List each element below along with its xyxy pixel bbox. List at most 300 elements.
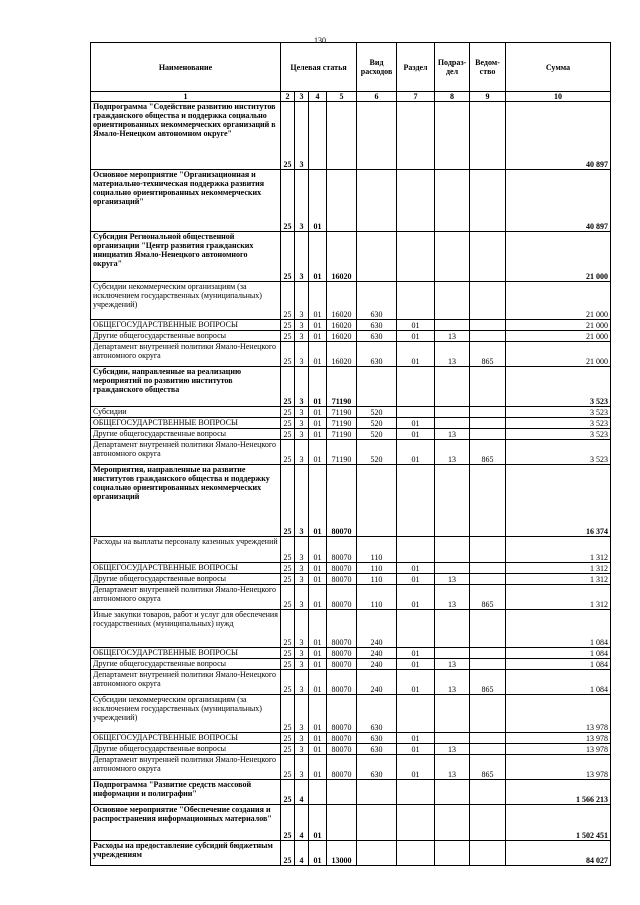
code-program: 25 xyxy=(281,320,295,331)
expense-type: 630 xyxy=(357,755,397,780)
department-code xyxy=(470,465,506,537)
subsection xyxy=(435,733,470,744)
row-name: Департамент внутренней политики Ямало-Ненецкого автономного округа xyxy=(91,440,281,465)
code-event: 01 xyxy=(309,367,327,407)
subsection xyxy=(435,407,470,418)
expense-type: 110 xyxy=(357,537,397,563)
code-direction: 80070 xyxy=(327,744,357,755)
section: 01 xyxy=(397,574,435,585)
expense-type: 240 xyxy=(357,610,397,648)
row-name: Другие общегосударственные вопросы xyxy=(91,659,281,670)
amount: 3 523 xyxy=(506,418,611,429)
table-row xyxy=(91,648,611,659)
code-direction: 80070 xyxy=(327,648,357,659)
code-event: 01 xyxy=(309,841,327,866)
row-name: Другие общегосударственные вопросы xyxy=(91,744,281,755)
section: 01 xyxy=(397,320,435,331)
section: 01 xyxy=(397,648,435,659)
department-code xyxy=(470,563,506,574)
code-direction xyxy=(327,805,357,841)
amount: 1 084 xyxy=(506,659,611,670)
department-code: 865 xyxy=(470,585,506,610)
code-program: 25 xyxy=(281,744,295,755)
section: 01 xyxy=(397,331,435,342)
expense-type xyxy=(357,805,397,841)
row-name: Департамент внутренней политики Ямало-Ненецкого автономного округа xyxy=(91,670,281,695)
amount: 1 566 213 xyxy=(506,780,611,805)
amount: 21 000 xyxy=(506,232,611,282)
expense-type: 110 xyxy=(357,574,397,585)
section xyxy=(397,465,435,537)
amount: 13 978 xyxy=(506,744,611,755)
code-program: 25 xyxy=(281,331,295,342)
subsection xyxy=(435,610,470,648)
header-podrazdel: Подраз-дел xyxy=(435,43,470,92)
amount: 1 084 xyxy=(506,670,611,695)
subsection: 13 xyxy=(435,585,470,610)
code-program: 25 xyxy=(281,232,295,282)
code-event: 01 xyxy=(309,232,327,282)
code-program: 25 xyxy=(281,367,295,407)
section: 01 xyxy=(397,429,435,440)
department-code: 865 xyxy=(470,670,506,695)
department-code xyxy=(470,429,506,440)
code-direction: 80070 xyxy=(327,563,357,574)
code-subprogram: 3 xyxy=(295,648,309,659)
table-row xyxy=(91,465,611,537)
code-direction: 16020 xyxy=(327,232,357,282)
amount: 1 312 xyxy=(506,585,611,610)
header-vedomstvo: Ведом-ство xyxy=(470,43,506,92)
code-direction: 80070 xyxy=(327,465,357,537)
expense-type xyxy=(357,102,397,170)
expense-type: 110 xyxy=(357,563,397,574)
code-subprogram: 3 xyxy=(295,440,309,465)
code-direction: 80070 xyxy=(327,610,357,648)
code-program: 25 xyxy=(281,659,295,670)
department-code xyxy=(470,648,506,659)
header-row xyxy=(91,43,611,92)
code-event xyxy=(309,102,327,170)
amount: 13 978 xyxy=(506,733,611,744)
section: 01 xyxy=(397,744,435,755)
code-event: 01 xyxy=(309,755,327,780)
subsection xyxy=(435,695,470,733)
row-name: Подпрограмма "Развитие средств массовой информации и полиграфии" xyxy=(91,780,281,805)
table-body xyxy=(91,102,611,866)
table-row xyxy=(91,282,611,320)
row-name: Другие общегосударственные вопросы xyxy=(91,429,281,440)
table-row xyxy=(91,342,611,367)
code-direction: 16020 xyxy=(327,331,357,342)
department-code xyxy=(470,805,506,841)
code-direction: 16020 xyxy=(327,342,357,367)
code-event: 01 xyxy=(309,733,327,744)
table-row xyxy=(91,841,611,866)
code-subprogram: 3 xyxy=(295,670,309,695)
section xyxy=(397,841,435,866)
amount: 13 978 xyxy=(506,695,611,733)
row-name: Расходы на выплаты персоналу казенных учреждений xyxy=(91,537,281,563)
row-name: Другие общегосударственные вопросы xyxy=(91,331,281,342)
row-name: ОБЩЕГОСУДАРСТВЕННЫЕ ВОПРОСЫ xyxy=(91,320,281,331)
code-subprogram: 3 xyxy=(295,418,309,429)
index-cell: 3 xyxy=(295,92,309,102)
expense-type: 240 xyxy=(357,659,397,670)
code-event: 01 xyxy=(309,648,327,659)
subsection xyxy=(435,648,470,659)
amount: 13 978 xyxy=(506,755,611,780)
table-row xyxy=(91,670,611,695)
row-name: ОБЩЕГОСУДАРСТВЕННЫЕ ВОПРОСЫ xyxy=(91,563,281,574)
code-subprogram: 3 xyxy=(295,232,309,282)
subsection: 13 xyxy=(435,659,470,670)
expense-type: 240 xyxy=(357,648,397,659)
code-event: 01 xyxy=(309,440,327,465)
header-target: Целевая статья xyxy=(281,43,357,92)
code-program: 25 xyxy=(281,574,295,585)
department-code xyxy=(470,744,506,755)
code-event: 01 xyxy=(309,418,327,429)
department-code: 865 xyxy=(470,755,506,780)
code-direction: 80070 xyxy=(327,659,357,670)
row-name: Субсидии некоммерческим организациям (за исключением государственных (муниципальных) учреждений) xyxy=(91,695,281,733)
amount: 21 000 xyxy=(506,282,611,320)
row-name: Департамент внутренней политики Ямало-Ненецкого автономного округа xyxy=(91,342,281,367)
department-code xyxy=(470,733,506,744)
row-name: Другие общегосударственные вопросы xyxy=(91,574,281,585)
section: 01 xyxy=(397,342,435,367)
code-subprogram: 4 xyxy=(295,841,309,866)
code-subprogram: 3 xyxy=(295,331,309,342)
header-summa: Сумма xyxy=(506,43,611,92)
code-direction xyxy=(327,170,357,232)
row-name: Департамент внутренней политики Ямало-Ненецкого автономного округа xyxy=(91,755,281,780)
table-row xyxy=(91,320,611,331)
subsection: 13 xyxy=(435,744,470,755)
code-event: 01 xyxy=(309,429,327,440)
code-direction: 71190 xyxy=(327,407,357,418)
code-direction: 80070 xyxy=(327,537,357,563)
amount: 3 523 xyxy=(506,367,611,407)
subsection xyxy=(435,282,470,320)
subsection: 13 xyxy=(435,342,470,367)
section: 01 xyxy=(397,585,435,610)
code-event: 01 xyxy=(309,563,327,574)
code-program: 25 xyxy=(281,733,295,744)
table-row xyxy=(91,574,611,585)
subsection: 13 xyxy=(435,670,470,695)
row-name: Основное мероприятие "Обеспечение создания и распространения информационных материалов" xyxy=(91,805,281,841)
section: 01 xyxy=(397,733,435,744)
code-program: 25 xyxy=(281,342,295,367)
code-event: 01 xyxy=(309,574,327,585)
department-code xyxy=(470,232,506,282)
row-name: Расходы на предоставление субсидий бюджетным учреждениям xyxy=(91,841,281,866)
row-name: Субсидии xyxy=(91,407,281,418)
code-program: 25 xyxy=(281,841,295,866)
code-event: 01 xyxy=(309,585,327,610)
amount: 3 523 xyxy=(506,440,611,465)
code-program: 25 xyxy=(281,585,295,610)
code-program: 25 xyxy=(281,170,295,232)
department-code xyxy=(470,331,506,342)
subsection xyxy=(435,367,470,407)
code-subprogram: 3 xyxy=(295,610,309,648)
section xyxy=(397,610,435,648)
code-program: 25 xyxy=(281,780,295,805)
index-cell: 2 xyxy=(281,92,295,102)
section xyxy=(397,537,435,563)
code-program: 25 xyxy=(281,465,295,537)
subsection xyxy=(435,563,470,574)
amount: 21 000 xyxy=(506,331,611,342)
amount: 40 897 xyxy=(506,102,611,170)
code-direction: 80070 xyxy=(327,585,357,610)
table-row xyxy=(91,440,611,465)
code-direction: 16020 xyxy=(327,282,357,320)
department-code: 865 xyxy=(470,440,506,465)
code-subprogram: 3 xyxy=(295,320,309,331)
code-subprogram: 3 xyxy=(295,563,309,574)
code-program: 25 xyxy=(281,282,295,320)
code-direction xyxy=(327,780,357,805)
code-subprogram: 4 xyxy=(295,780,309,805)
department-code xyxy=(470,418,506,429)
department-code xyxy=(470,780,506,805)
index-cell: 7 xyxy=(397,92,435,102)
amount: 1 502 451 xyxy=(506,805,611,841)
code-program: 25 xyxy=(281,648,295,659)
table-row xyxy=(91,659,611,670)
code-subprogram: 3 xyxy=(295,659,309,670)
code-event: 01 xyxy=(309,320,327,331)
section xyxy=(397,780,435,805)
code-subprogram: 3 xyxy=(295,367,309,407)
table-row xyxy=(91,429,611,440)
amount: 1 084 xyxy=(506,648,611,659)
subsection xyxy=(435,537,470,563)
expense-type: 520 xyxy=(357,429,397,440)
code-direction: 80070 xyxy=(327,574,357,585)
index-row xyxy=(91,92,611,102)
code-subprogram: 4 xyxy=(295,805,309,841)
section xyxy=(397,102,435,170)
table-row xyxy=(91,367,611,407)
table-row xyxy=(91,537,611,563)
expense-type xyxy=(357,780,397,805)
code-program: 25 xyxy=(281,563,295,574)
index-cell: 9 xyxy=(470,92,506,102)
expense-type: 630 xyxy=(357,342,397,367)
code-program: 25 xyxy=(281,610,295,648)
index-cell: 1 xyxy=(91,92,281,102)
code-program: 25 xyxy=(281,537,295,563)
code-subprogram: 3 xyxy=(295,733,309,744)
code-event: 01 xyxy=(309,537,327,563)
table-row xyxy=(91,407,611,418)
row-name: Субсидии, направленные на реализацию мероприятий по развитию институтов гражданского общества xyxy=(91,367,281,407)
table-row xyxy=(91,585,611,610)
code-direction: 71190 xyxy=(327,418,357,429)
table-row xyxy=(91,755,611,780)
row-name: ОБЩЕГОСУДАРСТВЕННЫЕ ВОПРОСЫ xyxy=(91,733,281,744)
section: 01 xyxy=(397,418,435,429)
code-event: 01 xyxy=(309,407,327,418)
code-direction xyxy=(327,102,357,170)
section: 01 xyxy=(397,563,435,574)
amount: 40 897 xyxy=(506,170,611,232)
department-code xyxy=(470,695,506,733)
section xyxy=(397,407,435,418)
expense-type: 110 xyxy=(357,585,397,610)
row-name: Основное мероприятие "Организационная и материально-техническая поддержка развития социально ориентированных некоммерческих организаций" xyxy=(91,170,281,232)
code-subprogram: 3 xyxy=(295,342,309,367)
header-name: Наименование xyxy=(91,43,281,92)
amount: 1 084 xyxy=(506,610,611,648)
table-row xyxy=(91,744,611,755)
code-subprogram: 3 xyxy=(295,170,309,232)
code-subprogram: 3 xyxy=(295,465,309,537)
code-subprogram: 3 xyxy=(295,574,309,585)
department-code xyxy=(470,170,506,232)
amount: 1 312 xyxy=(506,537,611,563)
subsection xyxy=(435,780,470,805)
table-row xyxy=(91,418,611,429)
amount: 16 374 xyxy=(506,465,611,537)
code-event: 01 xyxy=(309,465,327,537)
code-program: 25 xyxy=(281,805,295,841)
department-code xyxy=(470,102,506,170)
expense-type: 520 xyxy=(357,440,397,465)
department-code xyxy=(470,407,506,418)
subsection: 13 xyxy=(435,440,470,465)
row-name: Мероприятия, направленные на развитие институтов гражданского общества и поддержку социально ориентированных некоммерческих организаций xyxy=(91,465,281,537)
expense-type: 630 xyxy=(357,282,397,320)
amount: 3 523 xyxy=(506,429,611,440)
section xyxy=(397,805,435,841)
subsection xyxy=(435,102,470,170)
index-cell: 5 xyxy=(327,92,357,102)
code-program: 25 xyxy=(281,755,295,780)
code-program: 25 xyxy=(281,102,295,170)
expense-type xyxy=(357,232,397,282)
subsection xyxy=(435,170,470,232)
code-event: 01 xyxy=(309,659,327,670)
table-row xyxy=(91,170,611,232)
table-row xyxy=(91,610,611,648)
expense-type: 630 xyxy=(357,320,397,331)
row-name: Субсидия Региональной общественной организации "Центр развития гражданских инициатив Ямало-Ненецкого автономного округа" xyxy=(91,232,281,282)
department-code xyxy=(470,282,506,320)
amount: 1 312 xyxy=(506,563,611,574)
department-code xyxy=(470,574,506,585)
code-direction: 71190 xyxy=(327,440,357,465)
code-program: 25 xyxy=(281,670,295,695)
code-event xyxy=(309,780,327,805)
expense-type: 630 xyxy=(357,744,397,755)
section xyxy=(397,695,435,733)
code-direction: 71190 xyxy=(327,367,357,407)
expense-type xyxy=(357,170,397,232)
code-event: 01 xyxy=(309,670,327,695)
row-name: Департамент внутренней политики Ямало-Ненецкого автономного округа xyxy=(91,585,281,610)
section xyxy=(397,282,435,320)
subsection xyxy=(435,418,470,429)
expense-type: 240 xyxy=(357,670,397,695)
subsection xyxy=(435,320,470,331)
code-event: 01 xyxy=(309,744,327,755)
page-number: 130 xyxy=(314,36,326,45)
code-event: 01 xyxy=(309,282,327,320)
budget-table xyxy=(90,42,611,866)
department-code xyxy=(470,841,506,866)
subsection: 13 xyxy=(435,331,470,342)
section xyxy=(397,170,435,232)
expense-type: 630 xyxy=(357,331,397,342)
code-direction: 80070 xyxy=(327,670,357,695)
code-subprogram: 3 xyxy=(295,537,309,563)
section: 01 xyxy=(397,755,435,780)
department-code: 865 xyxy=(470,342,506,367)
subsection xyxy=(435,465,470,537)
table-row xyxy=(91,563,611,574)
code-direction: 71190 xyxy=(327,429,357,440)
code-direction: 16020 xyxy=(327,320,357,331)
row-name: Подпрограмма "Содействие развитию институтов гражданского общества и поддержка социально ориентированных некоммерческих организаций в Ямало-Ненецком автономном округе" xyxy=(91,102,281,170)
code-program: 25 xyxy=(281,418,295,429)
code-subprogram: 3 xyxy=(295,407,309,418)
subsection xyxy=(435,232,470,282)
code-subprogram: 3 xyxy=(295,282,309,320)
section: 01 xyxy=(397,659,435,670)
department-code xyxy=(470,320,506,331)
section: 01 xyxy=(397,440,435,465)
index-cell: 6 xyxy=(357,92,397,102)
department-code xyxy=(470,610,506,648)
expense-type xyxy=(357,465,397,537)
code-event: 01 xyxy=(309,170,327,232)
subsection: 13 xyxy=(435,755,470,780)
subsection: 13 xyxy=(435,429,470,440)
table-row xyxy=(91,695,611,733)
code-subprogram: 3 xyxy=(295,695,309,733)
code-subprogram: 3 xyxy=(295,429,309,440)
department-code xyxy=(470,659,506,670)
department-code xyxy=(470,537,506,563)
amount: 84 027 xyxy=(506,841,611,866)
amount: 21 000 xyxy=(506,342,611,367)
code-program: 25 xyxy=(281,407,295,418)
expense-type xyxy=(357,841,397,866)
code-event: 01 xyxy=(309,331,327,342)
table-row xyxy=(91,102,611,170)
amount: 21 000 xyxy=(506,320,611,331)
expense-type: 520 xyxy=(357,418,397,429)
expense-type: 630 xyxy=(357,733,397,744)
table-row xyxy=(91,805,611,841)
subsection xyxy=(435,805,470,841)
expense-type: 520 xyxy=(357,407,397,418)
index-cell: 4 xyxy=(309,92,327,102)
code-event: 01 xyxy=(309,805,327,841)
header-vid: Вид расходов xyxy=(357,43,397,92)
row-name: ОБЩЕГОСУДАРСТВЕННЫЕ ВОПРОСЫ xyxy=(91,418,281,429)
table-row xyxy=(91,232,611,282)
index-cell: 10 xyxy=(506,92,611,102)
code-direction: 80070 xyxy=(327,755,357,780)
code-direction: 13000 xyxy=(327,841,357,866)
